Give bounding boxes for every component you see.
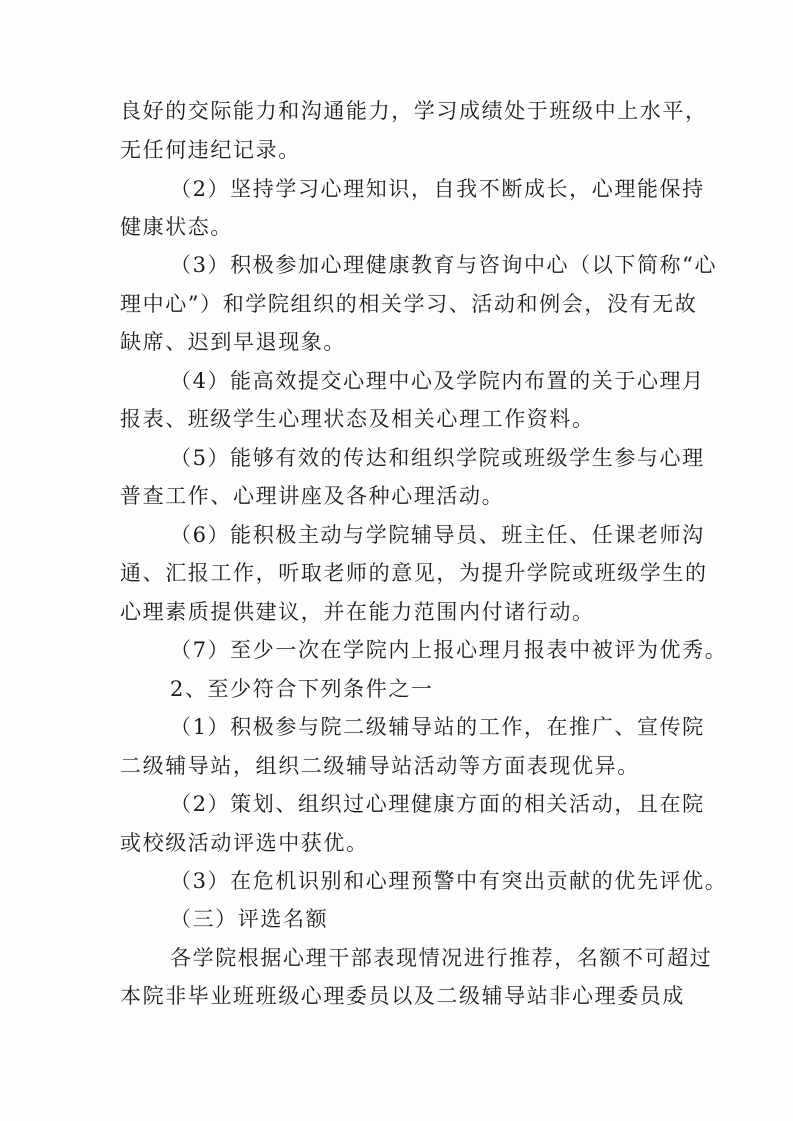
text-line: 报表、班级学生心理状态及相关心理工作资料。 (120, 407, 595, 431)
text-line: 无任何违纪记录。 (120, 138, 301, 162)
text-line: 本院非毕业班班级心理委员以及二级辅导站非心理委员成 (120, 984, 685, 1008)
list-item: （2）坚持学习心理知识，自我不断成长，心理能保持 (170, 177, 705, 201)
list-item: （1）积极参与院二级辅导站的工作，在推广、宣传院 (170, 715, 705, 739)
section-heading: 2、至少符合下列条件之一 (170, 677, 434, 701)
text-line: 或校级活动评选中获优。 (120, 831, 369, 855)
list-item: （3）积极参加心理健康教育与咨询中心（以下简称“心 (170, 253, 718, 277)
list-item: （5）能够有效的传达和组织学院或班级学生参与心理 (170, 446, 705, 470)
text-line: 良好的交际能力和沟通能力，学习成绩处于班级中上水平， (120, 99, 708, 123)
text-line: 理中心”）和学院组织的相关学习、活动和例会，没有无故 (120, 292, 698, 316)
text-line: 健康状态。 (120, 215, 233, 239)
list-item: （6）能积极主动与学院辅导员、班主任、任课老师沟 (170, 523, 705, 547)
text-line: 心理素质提供建议，并在能力范围内付诸行动。 (120, 600, 595, 624)
paragraph-line: 各学院根据心理干部表现情况进行推荐，名额不可超过 (170, 946, 713, 970)
section-heading: （三）评选名额 (170, 907, 329, 931)
list-item: （2）策划、组织过心理健康方面的相关活动，且在院 (170, 792, 705, 816)
list-item: （4）能高效提交心理中心及学院内布置的关于心理月 (170, 369, 705, 393)
text-line: 缺席、迟到早退现象。 (120, 330, 346, 354)
text-line: 二级辅导站，组织二级辅导站活动等方面表现优异。 (120, 754, 640, 778)
list-item: （7）至少一次在学院内上报心理月报表中被评为优秀。 (170, 638, 728, 662)
text-line: 通、汇报工作，听取老师的意见，为提升学院或班级学生的 (120, 561, 708, 585)
list-item: （3）在危机识别和心理预警中有突出贡献的优先评优。 (170, 869, 728, 893)
text-line: 普查工作、心理讲座及各种心理活动。 (120, 484, 505, 508)
